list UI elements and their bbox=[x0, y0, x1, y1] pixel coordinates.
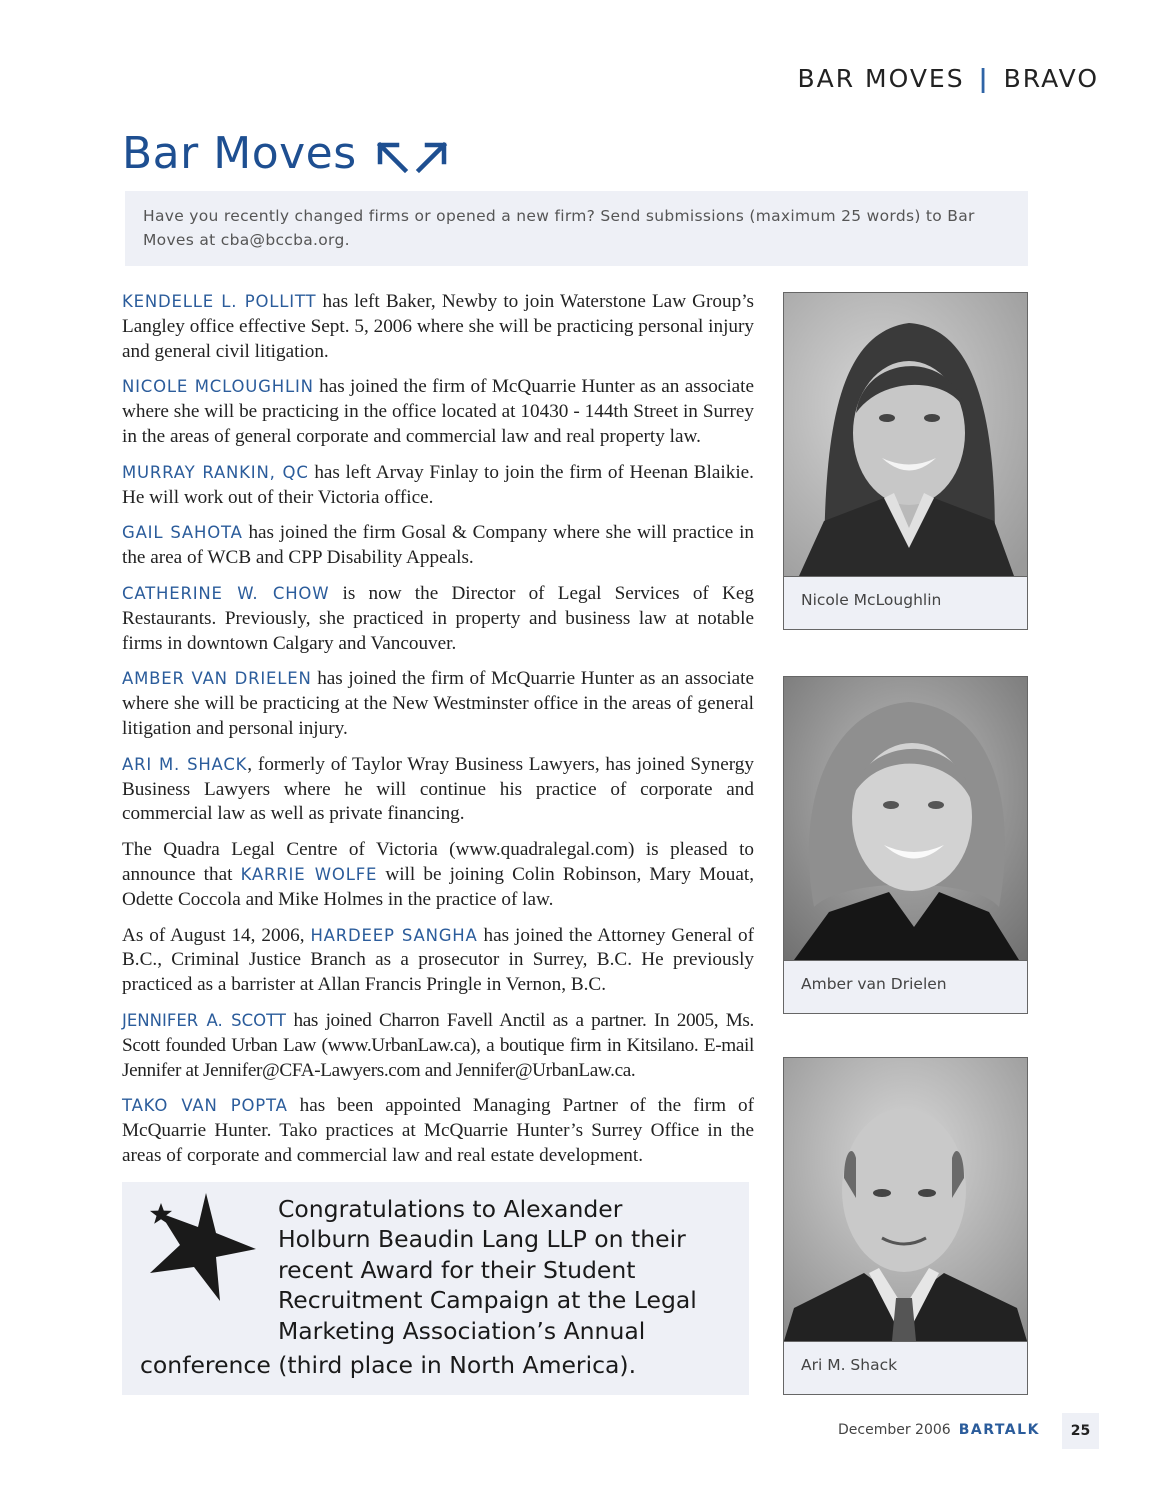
entry bbox=[122, 290, 754, 364]
entry-name: MURRAY RANKIN, QC bbox=[122, 462, 309, 482]
congratulations-line: Congratulations to Alexander bbox=[278, 1195, 623, 1223]
entry-text: will be joining Colin Robinson, Mary Mouat, Odette Coccola and Mike Holmes in the practice of law. bbox=[122, 863, 754, 910]
congratulations-line: recent Award for their Student bbox=[278, 1255, 636, 1284]
running-head bbox=[797, 64, 1099, 93]
entry bbox=[122, 667, 754, 741]
entry-name: KARRIE WOLFE bbox=[240, 864, 378, 884]
entry bbox=[122, 924, 754, 998]
congratulations-text bbox=[278, 1194, 738, 1346]
arrow-up-right-icon bbox=[415, 140, 449, 174]
entry-text: has left Arvay Finlay to join the firm of Heenan Blaikie. He will work out of their Victoria office. bbox=[122, 461, 754, 508]
entry bbox=[122, 1094, 754, 1168]
entry bbox=[122, 838, 754, 912]
entry-text: is now the Director of Legal Services of Keg Restaurants. Previously, she practiced in property and business law at notable firms in downtown Calgary and Vancouver. bbox=[122, 582, 754, 654]
photo-card-nicole-mcloughlin bbox=[783, 292, 1028, 630]
entry-name: TAKO VAN POPTA bbox=[122, 1096, 288, 1116]
submission-notice bbox=[125, 191, 1028, 266]
submission-notice-text: Have you recently changed firms or opened a new firm? Send submissions (maximum 25 words) to Bar Moves at cba@bccba.org. bbox=[143, 207, 975, 249]
magazine-name: BARTALK bbox=[958, 1422, 1040, 1438]
large-star-icon bbox=[146, 1191, 258, 1303]
title-arrows bbox=[375, 140, 449, 174]
bar-moves-article bbox=[122, 290, 754, 1180]
page-footer bbox=[838, 1422, 1040, 1438]
congratulations-line: Marketing Association’s Annual bbox=[278, 1316, 646, 1345]
portrait-photo bbox=[784, 677, 1027, 960]
photo-caption: Amber van Drielen bbox=[784, 960, 1027, 1013]
entry-text: has joined the firm of McQuarrie Hunter as an associate where she will be practicing in the office located at 10430 - 144th Street in Surrey in the areas of general corporate and commercial law and real property law. bbox=[122, 376, 754, 447]
portrait-photo bbox=[784, 293, 1027, 576]
entry-text: has joined Charron Favell Anctil as a partner. In 2005, Ms. Scott founded Urban Law (www.UrbanLaw.ca), a boutique firm in Kitsilano. E-mail Jennifer at Jennifer@CFA-Lawyers.com and Jennifer@UrbanLaw.ca. bbox=[122, 1009, 754, 1081]
entry-text: , formerly of Taylor Wray Business Lawyers, has joined Synergy Business Lawyers where he will continue his practice of corporate and commercial law as well as private financing. bbox=[122, 753, 754, 825]
running-head-subsection: BRAVO bbox=[1003, 64, 1099, 93]
entry-name: AMBER VAN DRIELEN bbox=[122, 669, 312, 689]
page-number: 25 bbox=[1062, 1413, 1099, 1449]
congratulations-line: Recruitment Campaign at the Legal bbox=[278, 1286, 697, 1315]
entry-name: CATHERINE W. CHOW bbox=[122, 583, 330, 603]
congratulations-last-line: conference (third place in North America). bbox=[140, 1351, 637, 1379]
entry bbox=[122, 582, 754, 656]
entry-lead-text: The Quadra Legal Centre of Victoria (www.quadralegal.com) is pleased to announce that bbox=[122, 839, 754, 885]
page-title bbox=[122, 128, 449, 179]
page-title-text: Bar Moves bbox=[122, 128, 357, 179]
entry bbox=[122, 1009, 754, 1083]
running-head-separator: | bbox=[978, 64, 990, 93]
photo-caption: Nicole McLoughlin bbox=[784, 576, 1027, 629]
entry-text: has joined the firm Gosal & Company where she will practice in the area of WCB and CPP Disability Appeals. bbox=[122, 522, 754, 569]
entry-text: has been appointed Managing Partner of the firm of McQuarrie Hunter. Tako practices at McQuarrie Hunter’s Surrey Office in the areas of corporate and commercial law and real estate development. bbox=[122, 1095, 754, 1166]
entry bbox=[122, 521, 754, 571]
congratulations-box bbox=[122, 1182, 749, 1395]
entry bbox=[122, 461, 754, 511]
portrait-photo bbox=[784, 1058, 1027, 1341]
entry-text: has joined the Attorney General of B.C., Criminal Justice Branch as a prosecutor in Surrey, B.C. He previously practiced as a barrister at Allan Francis Pringle in Vernon, B.C. bbox=[122, 924, 754, 996]
entry-name: ARI M. SHACK bbox=[122, 754, 248, 774]
entry-lead-text: As of August 14, 2006, bbox=[122, 924, 311, 946]
arrow-up-left-icon bbox=[375, 140, 409, 174]
running-head-section: BAR MOVES bbox=[797, 64, 965, 93]
entry bbox=[122, 753, 754, 827]
entry-name: GAIL SAHOTA bbox=[122, 523, 243, 543]
photo-caption: Ari M. Shack bbox=[784, 1341, 1027, 1394]
entry-text: has left Baker, Newby to join Waterstone Law Group’s Langley office effective Sept. 5, 2006 where she will be practicing personal injury and general civil litigation. bbox=[122, 291, 754, 362]
entry-name: KENDELLE L. POLLITT bbox=[122, 292, 317, 311]
entry bbox=[122, 375, 754, 449]
photo-card-amber-van-drielen bbox=[783, 676, 1028, 1014]
issue-date: December 2006 bbox=[838, 1422, 951, 1438]
entry-name: JENNIFER A. SCOTT bbox=[122, 1010, 286, 1030]
entry-name: HARDEEP SANGHA bbox=[310, 925, 478, 945]
entry-text: has joined the firm of McQuarrie Hunter as an associate where she will be practicing at the New Westminster office in the areas of general litigation and personal injury. bbox=[122, 668, 755, 739]
photo-card-ari-m-shack bbox=[783, 1057, 1028, 1395]
entry-name: NICOLE MCLOUGHLIN bbox=[122, 377, 314, 397]
congratulations-line: Holburn Beaudin Lang LLP on their bbox=[278, 1225, 686, 1254]
